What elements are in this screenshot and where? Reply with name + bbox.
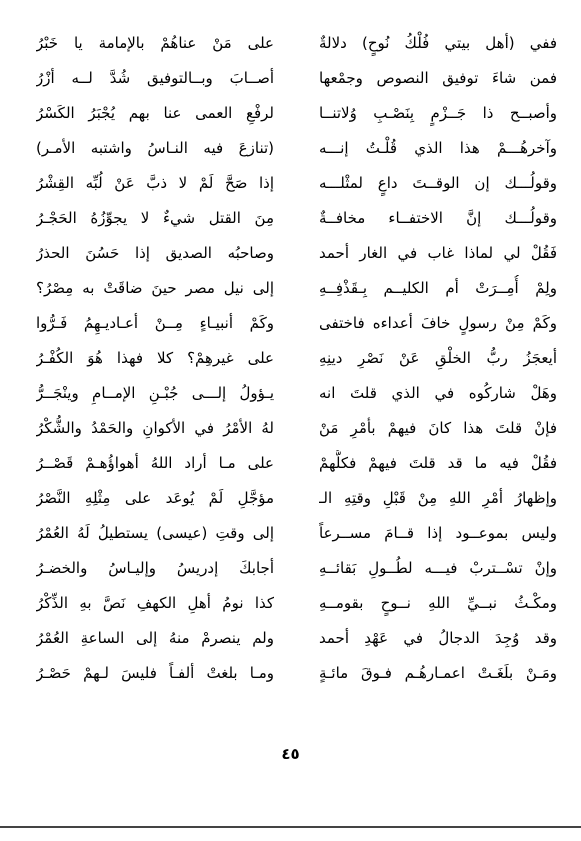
verse-second-hemistich: لرفْعِ العمى عنا بهم يُجْبَرُ الكَسْرُ [36,104,274,122]
verse-second-hemistich: أصــابَ وبــالتوفيق شُدَّ لــه أزْرُ [36,69,274,87]
verse-second-hemistich: على مـا أراد اللهُ أهواؤُهـمْ قَصْــرُ [36,454,274,472]
verse-second-hemistich: لهُ الأمْرُ في الأكوانِ والحَمْدُ والشُّكْرُ [36,419,274,437]
verse-second-hemistich: (تنازعَ فيه النـاسُ واشتبه الأمـر) [36,139,274,157]
verse-first-hemistich: وإنْ تسْــتربْ فيـــه لطُــولِ بَقائــهِ [319,559,557,577]
verse-second-hemistich: كذا نومُ أهلِ الكهفِ نَصَّ بهِ الذِّكْرُ [36,594,274,612]
verse-second-hemistich: إذا صَحَّ لَمْ لا ذبَّ عَنْ لُبِّه القِشْرُ [36,174,274,192]
verse-second-hemistich: وكَمْ أنبيـاءٍ مِــنْ أعـاديـهِمُ فَـرُّوا [36,314,274,332]
verse [22,625,557,652]
verse [22,240,557,267]
page-bottom-rule [0,826,581,828]
verse-first-hemistich: وإظهارُ أمْرِ اللهِ مِنْ قَبْلِ وقتِهِ الـ [319,489,557,507]
verse-first-hemistich: فإنْ قلتَ هذا كانَ فيهمْ بأمْرِ مَنْ [319,419,557,437]
verse-second-hemistich: على غيرهِمْ؟ كلا فهذا هُوَ الكُفْـرُ [36,349,274,367]
verse [22,380,557,407]
verse-first-hemistich: وآخرهُـــمْ هذا الذي قُلْـتُ إنـــه [319,139,557,157]
verse [22,170,557,197]
verse-first-hemistich: ففي (أهل بيتي فُلْكُ نُوحٍ) دلالةٌ [319,34,557,52]
verse [22,660,557,687]
verse-first-hemistich: ومكْـثُ نبــيِّ اللهِ نــوحٍ بقومــهِ [319,594,557,612]
verse-first-hemistich: وأصبــح ذا جَــزْمٍ بِنَصْـبِ وُلاتنــا [319,104,557,122]
verse-first-hemistich: وكَمْ مِنْ رسولٍ خافَ أعداءه فاختفى [319,314,557,332]
verse [22,65,557,92]
verse-second-hemistich: أجابكَ إدريسُ وإليـاسُ والخضـرُ [36,559,274,577]
verse-first-hemistich: ومَـنْ بلَغَـتْ اعمـارهُـم فـوقَ مائـةٍ [319,664,557,682]
verse-first-hemistich: وليس بموعــود إذا قــامَ مســرعاً [319,524,557,542]
verse-first-hemistich: فقُلْ فيه ما قد قلتَ فيهمْ فكلُّهمْ [319,454,557,472]
verse-first-hemistich: وقولُـــك إن الوقــتَ داعٍ لمثْلـــه [319,174,557,192]
verse [22,275,557,302]
verse-first-hemistich: وقولُـــك إنَّ الاختفــاء مخافــةٌ [319,209,557,227]
verse [22,205,557,232]
verse [22,100,557,127]
verse-second-hemistich: إلى وقتِ (عيسى) يستطيلُ لَهُ العُمْرُ [36,524,274,542]
verse-first-hemistich: فَقُلْ لي لماذا غاب في الغار أحمد [319,244,557,262]
verse [22,415,557,442]
verse-first-hemistich: فمن شاءَ توفيق النصوص وجمْعها [319,69,557,87]
page-number: ٤٥ [281,745,300,763]
verse [22,450,557,477]
verse-second-hemistich: وصاحبُه الصديق إذا حَسُنَ الحذرُ [36,244,274,262]
verse-second-hemistich: ولم ينصرمْ منهُ إلى الساعةِ العُمْرُ [36,629,274,647]
verse-first-hemistich: وهَلْ شاركُوه في الذي قلتَ انه [319,384,557,402]
verse-second-hemistich: مؤجَّلِ لَمْ يُوعَد على مِثْلِهِ النَّصْرُ [36,489,274,507]
verse-first-hemistich: أيعجَزُ ربُّ الخلْقِ عَنْ نَصْرِ دينِهِ [319,349,557,367]
verse-second-hemistich: على مَنْ عناهُمْ بالإمامة يا خَبْرُ [36,34,274,52]
poem [22,30,557,695]
verse-second-hemistich: ومـا بلغتْ ألفـاً فليسَ لـهمْ حَصْـرُ [36,664,274,682]
verse [22,555,557,582]
verse-second-hemistich: مِنَ القتل شيءٌ لا يجوِّزُهُ الحَجْـرُ [36,209,274,227]
verse-first-hemistich: ولِمْ أُمِــرَتْ أم الكليــم بِـقَذْفِــهِ [319,279,557,297]
verse [22,345,557,372]
verse-second-hemistich: يـؤولُ إلـــى جُبْـنِ الإمــامِ وينْجَــرُّ [36,384,274,402]
verse [22,135,557,162]
verse [22,520,557,547]
verse [22,310,557,337]
verse-second-hemistich: إلى نيل مصر حينَ ضاقَتْ به مِصْرُ؟ [36,279,274,297]
verse [22,30,557,57]
verse [22,590,557,617]
verse [22,485,557,512]
verse-first-hemistich: وقد وُجِدَ الدجالُ في عَهْدِ أحمد [319,629,557,647]
